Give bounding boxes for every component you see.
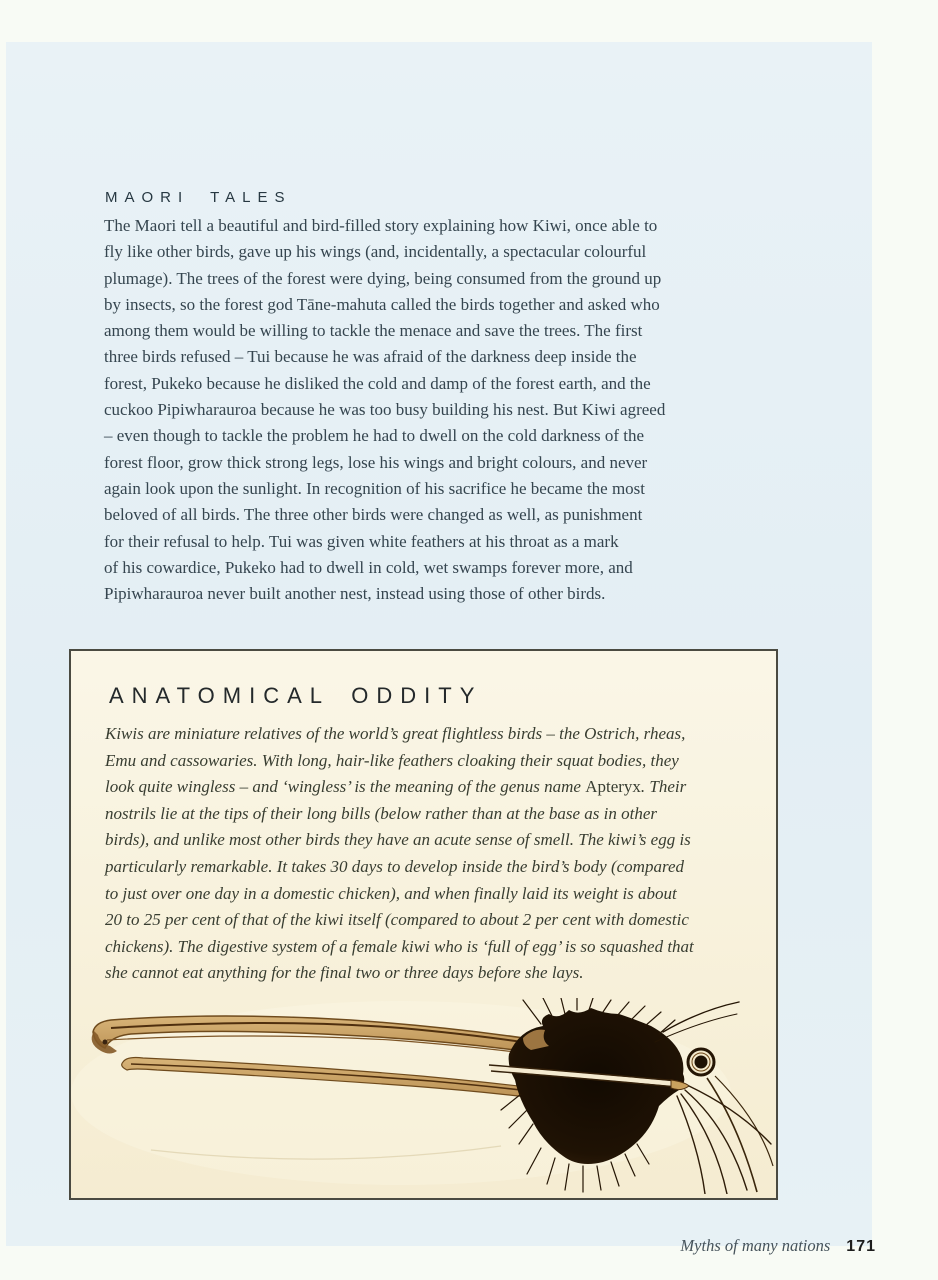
running-title: Myths of many nations [680, 1236, 831, 1255]
nostril [103, 1040, 108, 1045]
feature-box-heading: ANATOMICAL ODDITY [109, 683, 483, 708]
eye [688, 1049, 714, 1075]
page-footer [486, 1236, 876, 1256]
feature-box-paragraph: Kiwis are miniature relatives of the world’s great flightless birds – the Ostrich, rheas, Emu and cassowaries. With long, hair-like feathers cloaking their squat bodies, they look quite wingless – and ‘wingless’ is the meaning of the genus name Apteryx. Their nostrils lie at the tips of their long bills (below rather than at the base as in other birds), and unlike most other birds they have an acute sense of smell. The kiwi’s egg is particularly remarkable. It takes 30 days to develop inside the bird’s body (compared to just over one day in a domestic chicken), and when finally laid its weight is about 20 to 25 per cent of that of the kiwi itself (compared to about 2 per cent with domestic chickens). The digestive system of a female kiwi who is ‘full of egg’ is so squashed that she cannot eat anything for the final two or three days before she lays. [105, 724, 694, 983]
story-paragraph: The Maori tell a beautiful and bird-filled story explaining how Kiwi, once able to fly like other birds, gave up his wings (and, incidentally, a spectacular colourful plumage). The trees of the forest were dying, being consumed from the ground up by insects, so the forest god Tāne-mahuta called the birds together and asked who among them would be willing to tackle the menace and save the trees. The first three birds refused – Tui because he was afraid of the darkness deep inside the forest, Pukeko because he disliked the cold and damp of the forest earth, and the cuckoo Pipiwharauroa because he was too busy building his nest. But Kiwi agreed – even though to tackle the problem he had to dwell on the cold darkness of the forest floor, grow thick strong legs, lose his wings and bright colours, and never again look upon the sunlight. In recognition of his sacrifice he became the most beloved of all birds. The three other birds were changed as well, as punishment for their refusal to help. Tui was given white feathers at his throat as a mark of his cowardice, Pukeko had to dwell in cold, wet swamps forever more, and Pipiwharauroa never built another nest, instead using those of other birds. [104, 216, 666, 604]
page [6, 42, 876, 1255]
story-heading: MAORI TALES [105, 189, 292, 206]
kiwi-head-illustration [71, 998, 775, 1194]
page-number: 171 [846, 1238, 876, 1255]
feature-box [69, 649, 778, 1200]
